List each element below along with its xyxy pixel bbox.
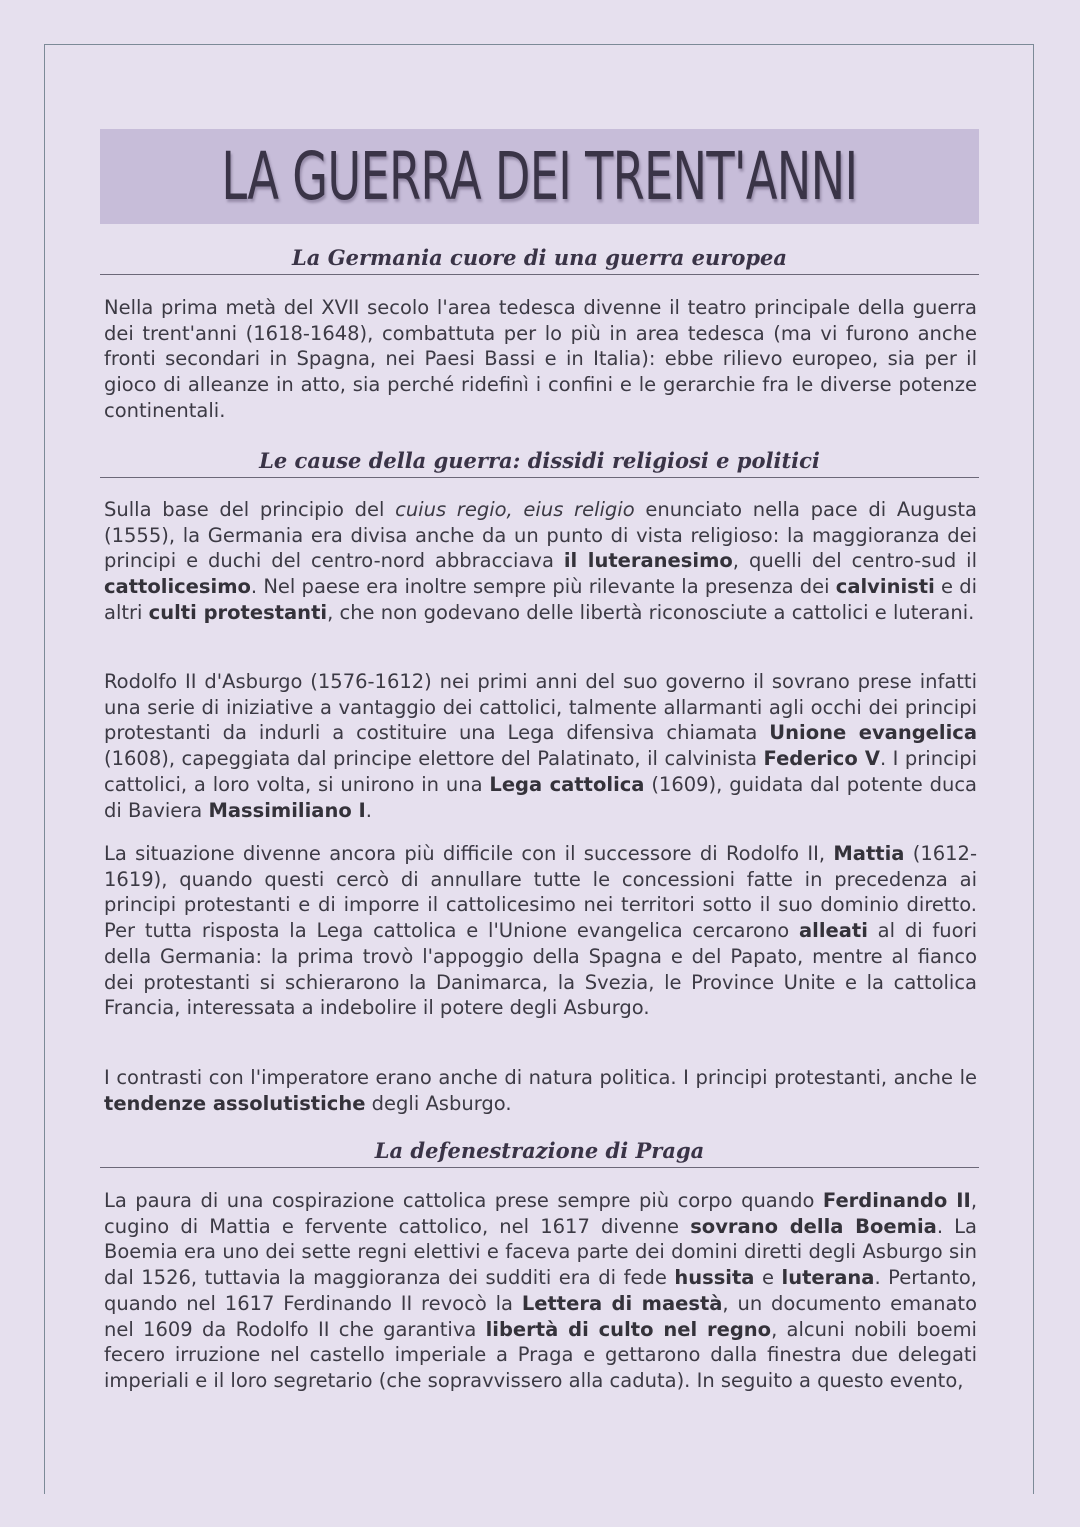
- text-run: Sulla base del principio del: [104, 498, 396, 521]
- paragraph: [104, 497, 977, 626]
- page-title: LA GUERRA DEI TRENT'ANNI: [221, 138, 858, 215]
- bold-term: Ferdinando II: [822, 1189, 971, 1212]
- bold-term: luterana: [781, 1266, 875, 1290]
- bold-term: Massimiliano I: [208, 798, 366, 822]
- section-heading-defenestrazione: La defenestrazione di Praga: [100, 1138, 979, 1168]
- text-run: , quelli del centro-sud il: [732, 549, 977, 573]
- bold-term: Unione evangelica: [769, 721, 977, 745]
- bold-term: culti protestanti: [148, 600, 328, 624]
- bold-term: il luteranesimo: [563, 549, 733, 573]
- paragraph: [104, 295, 977, 424]
- text-run: .: [365, 798, 372, 822]
- bold-term: Lettera di maestà: [521, 1291, 723, 1315]
- paragraph: [104, 669, 977, 823]
- italic-term: cuius regio, eius religio: [395, 498, 635, 521]
- text-run: e: [754, 1266, 782, 1290]
- bold-term: libertà di culto nel regno: [485, 1317, 772, 1341]
- bold-term: alleati: [798, 919, 868, 943]
- paragraph: [104, 841, 977, 1021]
- bold-term: Federico V: [763, 747, 880, 771]
- text-run: e di altri: [104, 575, 977, 624]
- text-run: La paura di una cospirazione cattolica prese sempre più corpo quando: [104, 1189, 823, 1212]
- text-run: . Pertanto, quando nel 1617 Ferdinando II revocò la: [104, 1266, 977, 1315]
- bold-term: Mattia: [833, 842, 905, 865]
- text-run: Rodolfo II d'Asburgo (1576-1612) nei primi anni del suo governo il sovrano prese infatti una serie di iniziative a vantaggio dei cattolici, talmente allarmanti agli occhi dei principi protestanti da indurli a costituire una Lega difensiva chiamata: [104, 670, 977, 745]
- paragraph: [104, 1188, 977, 1394]
- text-run: enunciato nella pace di Augusta (1555), la Germania era divisa anche da un punto di vista religioso: la maggioranza dei principi e duchi del centro-nord abbracciava: [104, 498, 978, 573]
- section-heading-germania: La Germania cuore di una guerra europea: [100, 245, 979, 275]
- text-run: I contrasti con l'imperatore erano anche di natura politica. I principi protestanti, anche le: [104, 1066, 977, 1089]
- text-run: al di fuori della Germania: la prima trovò l'appoggio della Spagna e del Papato, mentre al fianco dei protestanti si schierarono la Danimarca, la Svezia, le Province Unite e la cattolica Francia, interessata a indebolire il potere degli Asburgo.: [104, 919, 977, 1020]
- text-run: Nella prima metà del XVII secolo l'area tedesca divenne il teatro principale della guerra dei trent'anni (1618-1648), combattuta per lo più in area tedesca (ma vi furono anche fronti secondari in Spagna, nei Paesi Bassi e in Italia): ebbe rilievo europeo, sia per il gioco di alleanze in atto, sia perché ridefinì i confini e le gerarchie fra le diverse potenze continentali.: [104, 296, 977, 422]
- bold-term: hussita: [674, 1266, 755, 1290]
- text-run: degli Asburgo.: [365, 1091, 512, 1115]
- text-run: . La Boemia era uno dei sette regni elettivi e faceva parte dei domini diretti degli Asburgo sin dal 1526, tuttavia la maggioranza dei sudditi era di fede: [104, 1214, 977, 1290]
- section-heading-cause: Le cause della guerra: dissidi religiosi e politici: [100, 448, 979, 478]
- text-run: (1608), capeggiata dal principe elettore del Palatinato, il calvinista: [104, 747, 764, 771]
- text-run: , che non godevano delle libertà riconosciute a cattolici e luterani.: [327, 600, 975, 624]
- text-run: . I principi cattolici, a loro volta, si unirono in una: [104, 747, 978, 796]
- bold-term: calvinisti: [835, 575, 935, 599]
- bold-term: Lega cattolica: [489, 772, 645, 796]
- text-run: . Nel paese era inoltre sempre più rilevante la presenza dei: [250, 575, 836, 599]
- bold-term: tendenze assolutistiche: [104, 1091, 366, 1115]
- text-run: , cugino di Mattia e fervente cattolico, nel 1617 divenne: [104, 1189, 978, 1238]
- bold-term: cattolicesimo: [104, 575, 251, 599]
- text-run: , un documento emanato nel 1609 da Rodolfo II che garantiva: [104, 1291, 978, 1341]
- text-run: , alcuni nobili boemi fecero irruzione nel castello imperiale a Praga e gettarono dalla finestra due delegati imperiali e il loro segretario (che sopravvissero alla caduta). In seguito a questo evento,: [104, 1317, 977, 1392]
- text-run: La situazione divenne ancora più difficile con il successore di Rodolfo II,: [104, 842, 834, 865]
- text-run: (1609), guidata dal potente duca di Baviera: [104, 772, 977, 822]
- bold-term: sovrano della Boemia: [690, 1214, 937, 1238]
- title-banner: [100, 129, 979, 224]
- text-run: (1612-1619), quando questi cercò di annullare tutte le concessioni fatte in precedenza ai principi protestanti e di imporre il cattolicesimo nei territori sotto il suo dominio diretto. Per tutta risposta la Lega cattolica e l'Unione evangelica cercarono: [104, 842, 977, 943]
- paragraph: [104, 1065, 977, 1116]
